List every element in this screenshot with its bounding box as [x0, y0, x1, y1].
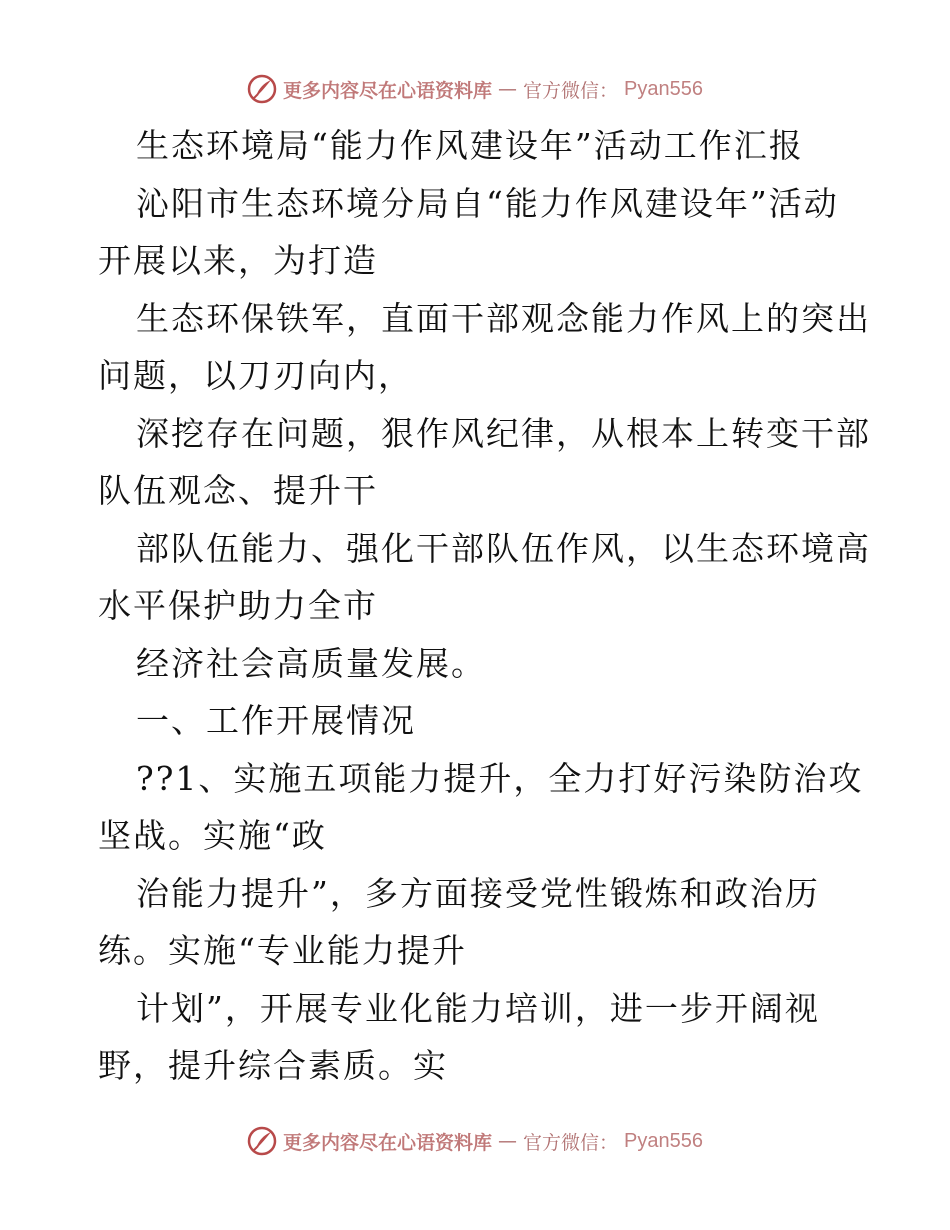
paragraph-line: 深挖存在问题，狠作风纪律，从根本上转变干部 [136, 413, 871, 453]
paragraph-line: ??1、实施五项能力提升，全力打好污染防治攻 [136, 758, 864, 798]
paragraph-line: 沁阳市生态环境分局自“能力作风建设年”活动 [136, 183, 839, 223]
paragraph-line: 问题，以刀刃向内， [98, 356, 413, 395]
watermark-main-text: 更多内容尽在心语资料库 [283, 79, 493, 102]
watermark-wechat-id: Pyan556 [624, 1129, 703, 1152]
feather-pen-circle-icon [247, 1126, 277, 1156]
paragraph-line: 部队伍能力、强化干部队伍作风，以生态环境高 [136, 528, 871, 568]
watermark-footer [0, 1124, 950, 1158]
document-body [98, 117, 871, 1095]
watermark-header [0, 72, 950, 106]
document-title: 生态环境局“能力作风建设年”活动工作汇报 [136, 126, 804, 165]
paragraph-line: 计划”，开展专业化能力培训，进一步开阔视 [136, 988, 820, 1028]
paragraph-line: 生态环保铁军，直面干部观念能力作风上的突出 [136, 298, 871, 338]
paragraph-line: 练。实施“专业能力提升 [98, 931, 467, 970]
watermark-wechat-label: 官方微信： [523, 1131, 619, 1154]
paragraph-line: 水平保护助力全市 [98, 586, 378, 625]
paragraph-line: 开展以来，为打造 [98, 241, 378, 280]
watermark-dash: — [498, 1130, 518, 1152]
paragraph-line: 坚战。实施“政 [98, 816, 327, 855]
watermark-main-text: 更多内容尽在心语资料库 [283, 1131, 493, 1154]
paragraph-line: 队伍观念、提升干 [98, 471, 378, 510]
paragraph-line: 经济社会高质量发展。 [136, 643, 486, 683]
feather-pen-circle-icon [247, 74, 277, 104]
watermark-dash: — [498, 78, 518, 100]
watermark-wechat-label: 官方微信： [523, 79, 619, 102]
paragraph-line: 野，提升综合素质。实 [98, 1046, 448, 1085]
section-heading: 一、工作开展情况 [136, 701, 416, 740]
watermark-wechat-id: Pyan556 [624, 77, 703, 100]
paragraph-line: 治能力提升”，多方面接受党性锻炼和政治历 [136, 873, 820, 913]
